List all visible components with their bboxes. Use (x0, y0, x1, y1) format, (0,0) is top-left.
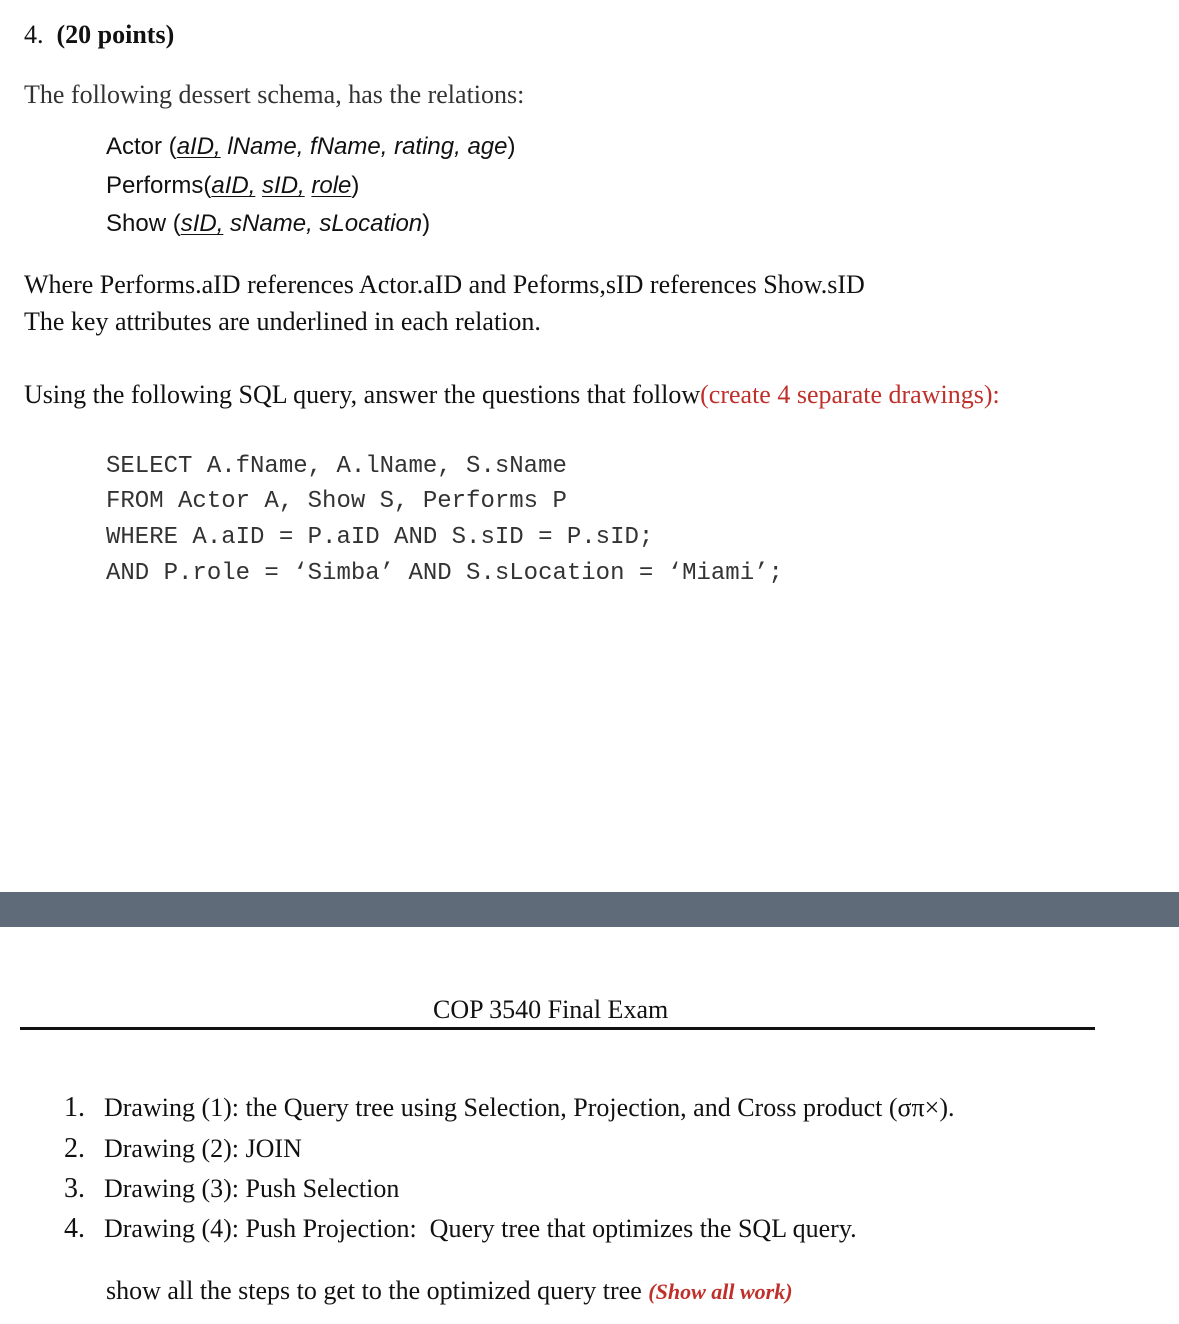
intro-text: The following dessert schema, has the relations: (24, 80, 525, 109)
header-rule (20, 1027, 1095, 1030)
references-text: Where Performs.aID references Actor.aID and Peforms,sID references Show.sID (24, 270, 865, 299)
relation-performs: Performs(aID, sID, role) (106, 172, 360, 199)
instruction: Using the following SQL query, answer the questions that follow(create 4 separate drawings): (24, 380, 1000, 409)
page-separator (0, 892, 1179, 927)
sql-line-3: WHERE A.aID = P.aID AND S.sID = P.sID; (106, 524, 654, 551)
task-item: 2. Drawing (2): JOIN (64, 1133, 302, 1164)
question-number: 4. (24, 20, 44, 49)
sql-line-2: FROM Actor A, Show S, Performs P (106, 488, 567, 515)
footer-note: show all the steps to get to the optimized query tree (Show all work) (106, 1276, 793, 1305)
sql-line-1: SELECT A.fName, A.lName, S.sName (106, 453, 567, 480)
task-item: 1. Drawing (1): the Query tree using Selection, Projection, and Cross product (σπ×). (64, 1092, 955, 1123)
sql-line-4: AND P.role = ‘Simba’ AND S.sLocation = ‘Miami’; (106, 560, 783, 587)
task-item: 4. Drawing (4): Push Projection: Query tree that optimizes the SQL query. (64, 1213, 857, 1244)
task-item: 3. Drawing (3): Push Selection (64, 1173, 400, 1204)
relation-actor: Actor (aID, lName, fName, rating, age) (106, 133, 516, 160)
exam-header: COP 3540 Final Exam (433, 995, 669, 1024)
question-points: (20 points) (56, 20, 175, 49)
relation-show: Show (sID, sName, sLocation) (106, 210, 431, 237)
key-note: The key attributes are underlined in each relation. (24, 307, 541, 336)
question-heading (24, 20, 174, 50)
